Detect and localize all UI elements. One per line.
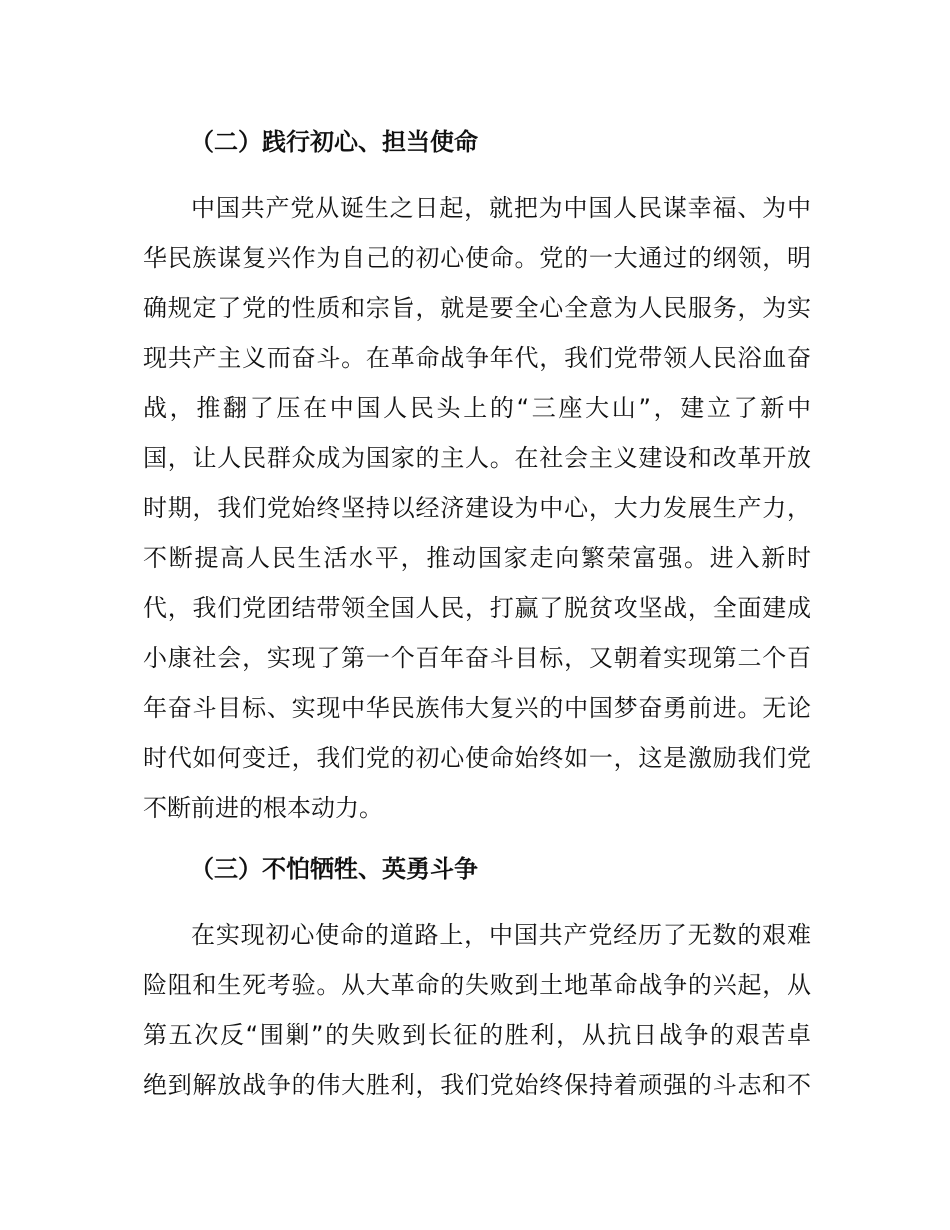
paragraph-line: 不断提高人民生活水平，推动国家走向繁荣富强。进入新时 — [143, 544, 811, 572]
paragraph-line: 华民族谋复兴作为自己的初心使命。党的一大通过的纲领，明 — [143, 244, 811, 272]
paragraph-line: 第五次反“围剿”的失败到长征的胜利，从抗日战争的艰苦卓 — [143, 1021, 811, 1049]
paragraph-line: 在实现初心使命的道路上，中国共产党经历了无数的艰难 — [191, 921, 811, 949]
paragraph-line: 现共产主义而奋斗。在革命战争年代，我们党带领人民浴血奋 — [143, 344, 811, 372]
paragraph-line: 不断前进的根本动力。 — [143, 794, 383, 822]
paragraph-line: 小康社会，实现了第一个百年奋斗目标，又朝着实现第二个百 — [143, 644, 811, 672]
paragraph-line: 中国共产党从诞生之日起，就把为中国人民谋幸福、为中 — [191, 194, 811, 222]
paragraph-line: 代，我们党团结带领全国人民，打赢了脱贫攻坚战，全面建成 — [143, 594, 811, 622]
paragraph-line: 时期，我们党始终坚持以经济建设为中心，大力发展生产力， — [143, 494, 811, 522]
section-heading-2: （二）践行初心、担当使命 — [190, 128, 478, 156]
paragraph-line: 时代如何变迁，我们党的初心使命始终如一，这是激励我们党 — [143, 744, 811, 772]
section-heading-3: （三）不怕牺牲、英勇斗争 — [190, 855, 478, 883]
paragraph-line: 险阻和生死考验。从大革命的失败到土地革命战争的兴起，从 — [143, 971, 811, 999]
paragraph-line: 国，让人民群众成为国家的主人。在社会主义建设和改革开放 — [143, 444, 811, 472]
paragraph-line: 绝到解放战争的伟大胜利，我们党始终保持着顽强的斗志和不 — [143, 1071, 811, 1099]
paragraph-line: 年奋斗目标、实现中华民族伟大复兴的中国梦奋勇前进。无论 — [143, 694, 811, 722]
paragraph-line: 确规定了党的性质和宗旨，就是要全心全意为人民服务，为实 — [143, 294, 811, 322]
paragraph-line: 战，推翻了压在中国人民头上的“三座大山”，建立了新中 — [143, 394, 811, 422]
